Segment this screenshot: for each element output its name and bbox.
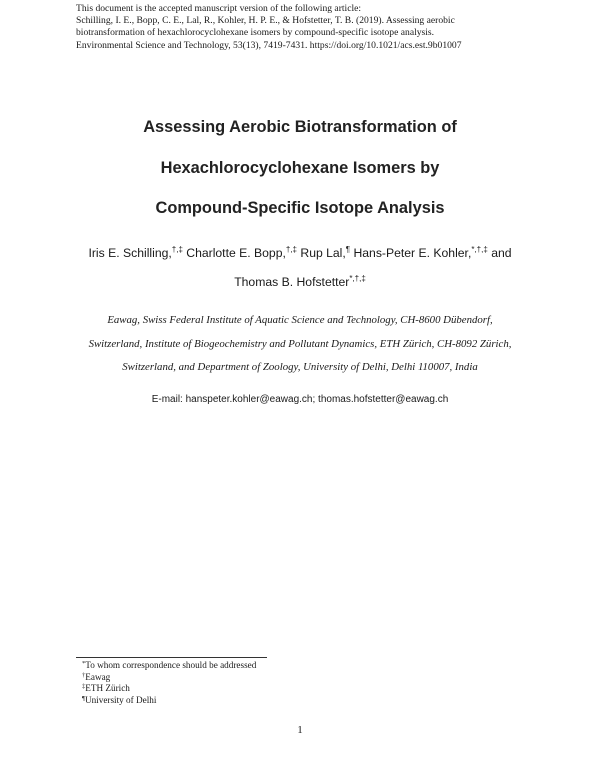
footnote-text: Eawag	[85, 671, 111, 682]
footnote-mark: *	[82, 660, 86, 667]
author-affil-mark: †,‡	[285, 245, 297, 254]
notice-line: Environmental Science and Technology, 53(13), 7419-7431. https://doi.org/10.1021/acs.est.9b01007	[76, 39, 462, 51]
notice-line: This document is the accepted manuscript version of the following article:	[76, 3, 362, 14]
author-affil-mark: *,†,‡	[349, 274, 366, 283]
notice-line: biotransformation of hexachlorocyclohexane isomers by compound-specific isotope analysis.	[76, 27, 435, 39]
footnote-item	[82, 695, 256, 707]
author-name: Hans-Peter E. Kohler,	[350, 246, 472, 260]
footnote-item	[82, 660, 256, 672]
footnotes	[82, 660, 256, 706]
author-affil-mark: *,†,‡	[471, 245, 488, 254]
author-name: Rup Lal,	[297, 246, 346, 260]
footnote-mark: †	[82, 671, 86, 679]
author-affil-mark: †,‡	[171, 245, 183, 254]
author-list-line-1	[0, 246, 600, 260]
footnote-mark: ¶	[82, 694, 85, 702]
footnote-divider	[76, 657, 267, 658]
footnote-item	[82, 672, 256, 684]
footnote-mark: ‡	[82, 683, 86, 691]
footnote-text: To whom correspondence should be addressed	[85, 660, 257, 670]
footnote-text: ETH Zürich	[85, 683, 130, 694]
affiliation-line-3: Switzerland, and Department of Zoology, University of Delhi, Delhi 110007, India	[122, 361, 478, 373]
author-name: Iris E. Schilling,	[88, 246, 172, 260]
title-line-2: Hexachlorocyclohexane Isomers by	[160, 159, 440, 177]
affiliation-line-1: Eawag, Swiss Federal Institute of Aquatic Science and Technology, CH-8600 Dübendorf,	[107, 314, 493, 326]
title-line-1: Assessing Aerobic Biotransformation of	[143, 118, 457, 136]
author-affil-mark: ¶	[345, 245, 351, 254]
affiliation-line-2: Switzerland, Institute of Biogeochemistry and Pollutant Dynamics, ETH Zürich, CH-8092 Zürich,	[88, 338, 512, 350]
title-line-3: Compound-Specific Isotope Analysis	[155, 199, 445, 217]
author-name: Charlotte E. Bopp,	[182, 246, 286, 260]
footnote-item	[82, 683, 256, 695]
contact-email: E-mail: hanspeter.kohler@eawag.ch; thomas.hofstetter@eawag.ch	[151, 394, 449, 405]
notice-line: Schilling, I. E., Bopp, C. E., Lal, R., Kohler, H. P. E., & Hofstetter, T. B. (2019). Assessing aerobic	[76, 15, 455, 27]
manuscript-notice	[76, 3, 546, 52]
author-conjunction: and	[487, 246, 512, 260]
author-name: Thomas B. Hofstetter	[234, 275, 350, 289]
author-list-line-2	[0, 275, 600, 289]
page-number: 1	[297, 724, 303, 736]
footnote-text: University of Delhi	[84, 694, 157, 705]
